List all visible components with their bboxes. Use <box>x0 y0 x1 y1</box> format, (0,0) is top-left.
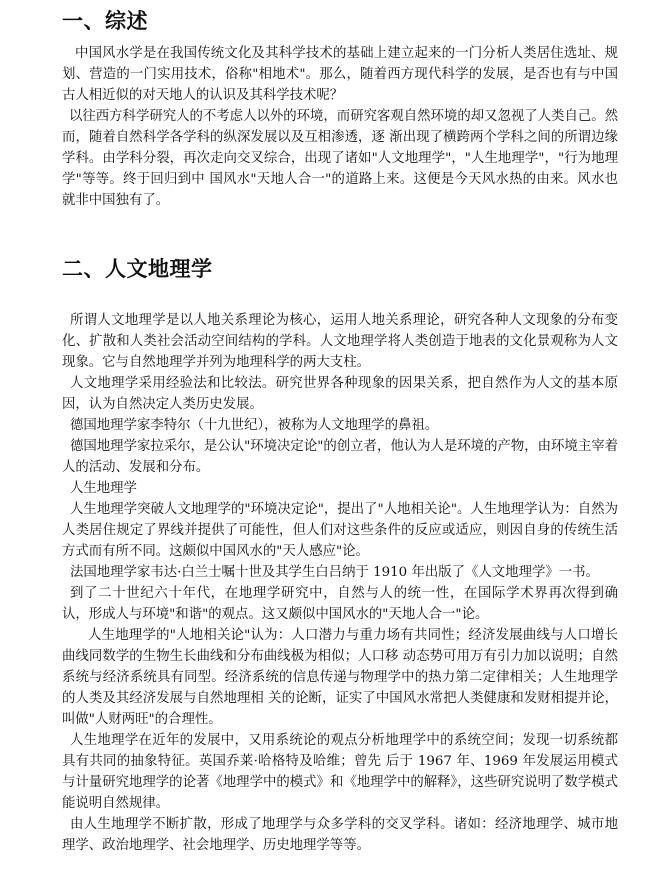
section-heading-human-geography: 二、人文地理学 <box>62 257 213 281</box>
paragraph: 人生地理学突破人文地理学的"环境决定论"，提出了"人地相关论"。人生地理学认为：自然为人类居住规定了界线并提供了可能性，但人们对这些条件的反应或适应，则因自身的传统生活方式而有所不同。这颇似中国风水的"天人感应"论。 <box>62 502 618 559</box>
paragraph: 人文地理学采用经验法和比较法。研究世界各种现象的因果关系，把自然作为人文的基本原因，认为自然决定人类历史发展。 <box>62 376 618 412</box>
paragraph: 德国地理学家李特尔（十九世纪），被称为人文地理学的鼻祖。 <box>70 418 439 433</box>
subsection-heading: 人生地理学 <box>70 481 137 496</box>
paragraph: 到了二十世纪六十年代，在地理学研究中，自然与人的统一性，在国际学术界再次得到确认，形成人与环境"和谐"的观点。这又颇似中国风水的"天地人合一"论。 <box>62 586 618 622</box>
paragraph: 人生地理学在近年的发展中，又用系统论的观点分析地理学中的系统空间；发现一切系统都具有共同的抽象特征。英国乔莱·哈格特及哈维；曾先 后于 1967 年、1969 年发展运用模式与计量研究地理学的论著《地理学中的模式》和《地理学中的解释》，这些研究说明了数学模式能说明自然规律。 <box>62 733 618 811</box>
paragraph: 由人生地理学不断扩散，形成了地理学与众多学科的交叉学科。诸如：经济地理学、城市地理学、政治地理学、社会地理学、历史地理学等等。 <box>62 817 618 853</box>
section-body-overview <box>62 43 618 211</box>
paragraph: 德国地理学家拉采尔，是公认"环境决定论"的创立者，他认为人是环境的产物，由环境主宰着人的活动、发展和分布。 <box>62 439 618 475</box>
paragraph: 法国地理学家韦达·白兰士嘱十世及其学生白吕纳于 1910 年出版了《人文地理学》一书。 <box>70 565 599 580</box>
paragraph: 人生地理学的"人地相关论"认为：人口潜力与重力场有共同性；经济发展曲线与人口增长曲线同数学的生物生长曲线和分布曲线极为相似；人口移 动态势可用万有引力加以说明；自然系统与经济系统具有同型。经济系统的信息传递与物理学中的热力第二定律相关；人生地理学的人类及其经济发展与自然地理相 关的论断，证实了中国风水常把人类健康和发财相提并论，叫做"人财两旺"的合理性。 <box>62 628 618 727</box>
paragraph: 所谓人文地理学是以人地关系理论为核心，运用人地关系理论，研究各种人文现象的分布变化、扩散和人类社会活动空间结构的学科。人文地理学将人类创造于地表的文化景观称为人文现象。它与自然地理学并列为地理科学的两大支柱。 <box>62 313 618 370</box>
section-heading-overview: 一、综述 <box>62 9 148 33</box>
section-body-human-geography <box>62 310 618 856</box>
paragraph: 中国风水学是在我国传统文化及其科学技术的基础上建立起来的一门分析人类居住选址、规划、营造的一门实用技术，俗称"相地术"。那么，随着西方现代科学的发展，是否也有与中国古人相近似的对天地人的认识及其科学技术呢？ <box>62 46 618 103</box>
paragraph: 以往西方科学研究人的不考虑人以外的环境，而研究客观自然环境的却又忽视了人类自己。然而，随着自然科学各学科的纵深发展以及互相渗透，逐 渐出现了横跨两个学科之间的所谓边缘学科。由学科分裂，再次走向交叉综合，出现了诸如"人文地理学"，"人生地理学"，"行为地理学"等等。终于回归到中 国风水"天地人合一"的道路上来。这便是今天风水热的由来。风水也就非中国独有了。 <box>62 109 619 208</box>
